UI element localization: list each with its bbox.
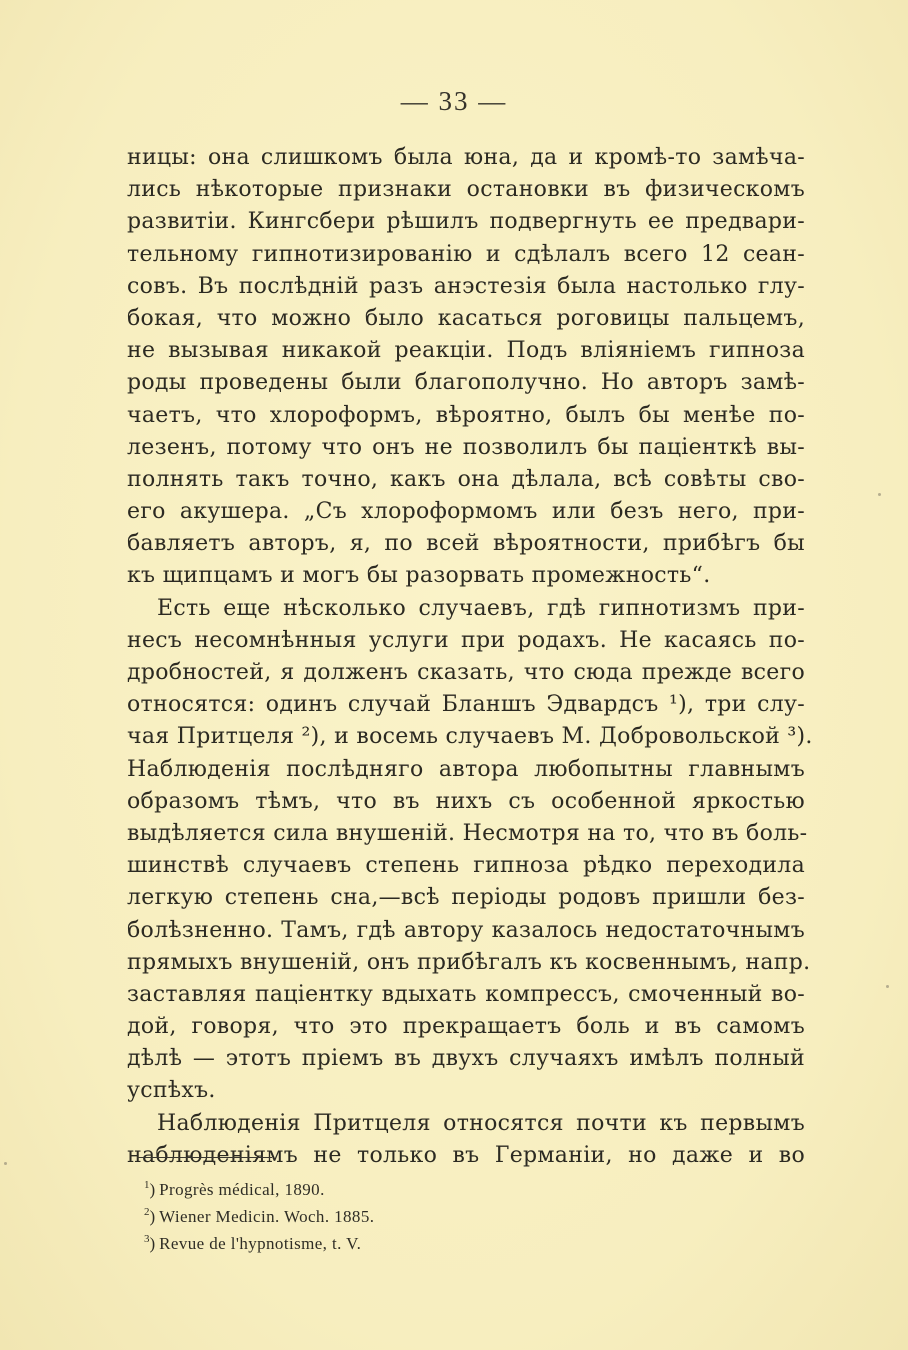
text-line: роды проведены были благополучно. Но авторъ замѣ-	[127, 370, 805, 396]
text-line: болѣзненно. Тамъ, гдѣ автору казалось недостаточнымъ	[127, 917, 805, 943]
footnote-1	[144, 1176, 644, 1203]
text-line: ницы: она слишкомъ была юна, да и кромѣ-то замѣча-	[127, 145, 805, 170]
footnote-mark: 3	[144, 1233, 150, 1245]
footnote-text: Revue de l'hypnotisme, t. V.	[159, 1234, 362, 1253]
text-line: Есть еще нѣсколько случаевъ, гдѣ гипнотизмъ при-	[157, 595, 805, 621]
text-line: Наблюденiя послѣдняго автора любопытны главнымъ	[127, 756, 805, 782]
text-line: образомъ тѣмъ, что въ нихъ съ особенной яркостью	[127, 788, 805, 814]
text-line: его акушера. „Съ хлороформомъ или безъ него, при-	[127, 499, 805, 525]
footnote-mark: 2	[144, 1206, 150, 1218]
page-number: — 33 —	[400, 86, 508, 116]
text-line: полнять такъ точно, какъ она дѣлала, всѣ совѣты сво-	[127, 466, 805, 492]
footnote-divider	[137, 1157, 272, 1158]
text-line: бавляетъ авторъ, я, по всей вѣроятности, прибѣгъ бы	[127, 531, 805, 557]
footnote-paren: )	[149, 1180, 156, 1199]
text-line: относятся: одинъ случай Бланшъ Эдвардсъ ¹), три слу-	[127, 692, 805, 718]
footnote-2	[144, 1203, 644, 1230]
text-line: дѣлѣ — этотъ прiемъ въ двухъ случаяхъ имѣлъ полный	[127, 1046, 805, 1072]
paragraph-1	[127, 142, 805, 593]
text-line: успѣхъ.	[127, 1078, 216, 1104]
footnote-text: Wiener Medicin. Woch. 1885.	[159, 1207, 375, 1226]
text-line: совъ. Въ послѣднiй разъ анэстезiя была настолько глу-	[127, 273, 805, 299]
text-line: тельному гипнотизированiю и сдѣлалъ всего 12 сеан-	[127, 241, 805, 267]
footnote-text: Progrès médical, 1890.	[159, 1180, 325, 1199]
paragraph-3	[127, 1108, 805, 1172]
text-line: несъ несомнѣнныя услуги при родахъ. Не касаясь по-	[127, 627, 805, 653]
body-text	[127, 142, 813, 1172]
footnote-3	[144, 1230, 644, 1257]
text-line: шинствѣ случаевъ степень гипноза рѣдко переходила	[127, 853, 805, 879]
text-line: дробностей, я долженъ сказать, что сюда прежде всего	[127, 660, 805, 685]
text-line: лезенъ, потому что онъ не позволилъ бы пацiенткѣ вы-	[127, 434, 805, 460]
footnote-mark: 1	[144, 1179, 150, 1191]
paragraph-2	[127, 593, 813, 1108]
footnotes	[144, 1176, 644, 1257]
footnote-paren: )	[149, 1207, 156, 1226]
paper-speck	[4, 1162, 7, 1165]
text-line: Наблюденiя Притцеля относятся почти къ первымъ	[157, 1110, 805, 1136]
text-line: легкую степень сна,—всѣ перiоды родовъ пришли без-	[127, 885, 805, 911]
text-line: бокая, что можно было касаться роговицы пальцемъ,	[127, 305, 805, 331]
text-line: заставляя пацiентку вдыхать компрессъ, смоченный во-	[127, 981, 805, 1007]
footnote-paren: )	[149, 1234, 156, 1253]
text-line: наблюденiямъ не только въ Германiи, но даже и во	[127, 1142, 805, 1168]
text-line: дой, говоря, что это прекращаетъ боль и въ самомъ	[127, 1014, 805, 1040]
text-line: прямыхъ внушенiй, онъ прибѣгалъ къ косвеннымъ, напр.	[127, 949, 811, 975]
text-line: не вызывая никакой реакцiи. Подъ влiянiемъ гипноза	[127, 338, 805, 364]
text-line: чаетъ, что хлороформъ, вѣроятно, былъ бы менѣе по-	[127, 402, 805, 428]
text-line: выдѣляется сила внушенiй. Несмотря на то, что въ боль-	[127, 820, 808, 846]
paper-speck	[886, 985, 889, 988]
text-line: къ щипцамъ и могъ бы разорвать промежность“.	[127, 563, 711, 589]
text-line: лись нѣкоторые признаки остановки въ физическомъ	[127, 177, 805, 203]
text-line: чая Притцеля ²), и восемь случаевъ М. Добровольской ³).	[127, 724, 813, 750]
text-line: развитiи. Кингсбери рѣшилъ подвергнуть ее предвари-	[127, 209, 805, 235]
paper-speck	[878, 493, 881, 496]
